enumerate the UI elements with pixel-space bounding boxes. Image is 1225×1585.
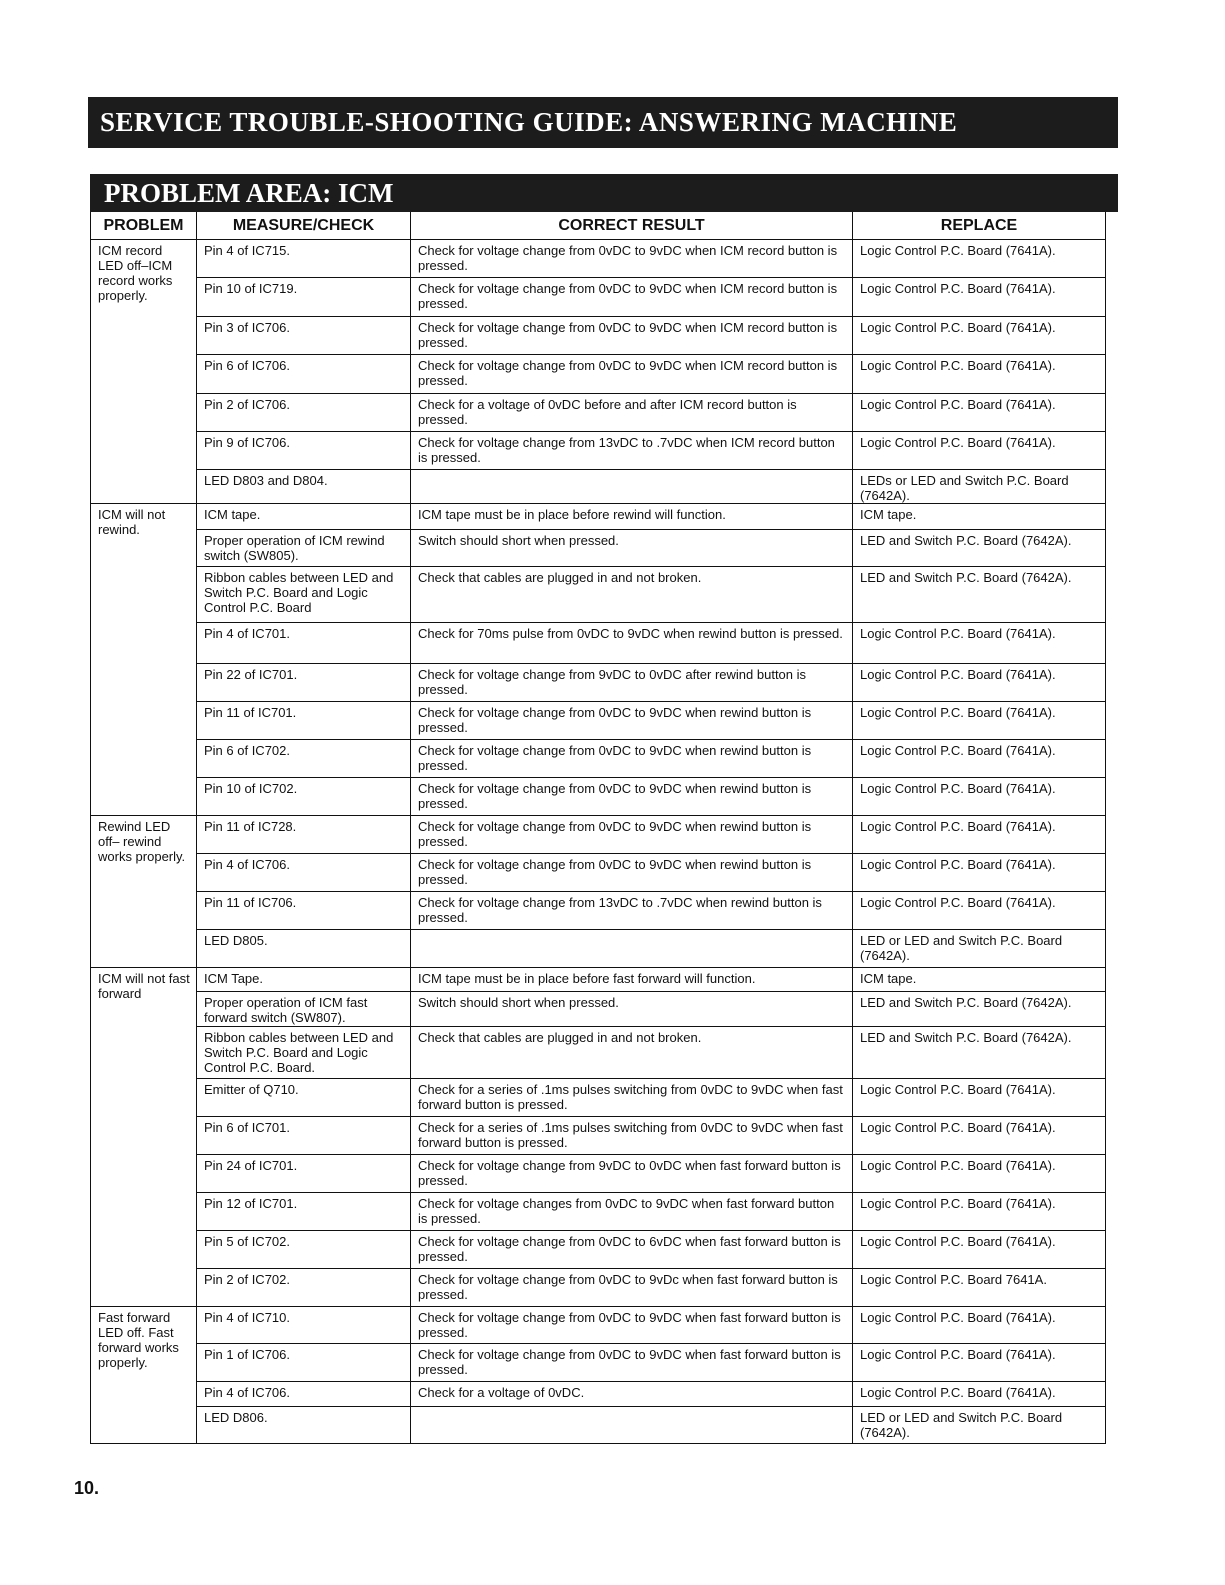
replace-cell: Logic Control P.C. Board (7641A). [853,1344,1106,1382]
result-cell: Check for voltage change from 0vDC to 9vDC when ICM record button is pressed. [411,317,853,355]
result-cell: Check for a series of .1ms pulses switching from 0vDC to 9vDC when fast forward button is pressed. [411,1079,853,1117]
replace-cell: Logic Control P.C. Board (7641A). [853,892,1106,930]
check-cell: Ribbon cables between LED and Switch P.C. Board and Logic Control P.C. Board. [197,1027,411,1079]
replace-cell: Logic Control P.C. Board (7641A). [853,816,1106,854]
table-row [91,854,1106,892]
problem-cell: ICM will not fast forward [91,968,197,1307]
table-row [91,567,1106,623]
replace-cell: Logic Control P.C. Board (7641A). [853,702,1106,740]
check-cell: LED D803 and D804. [197,470,411,504]
replace-cell: Logic Control P.C. Board (7641A). [853,1079,1106,1117]
result-cell: Check for voltage change from 0vDC to 9vDC when fast forward button is pressed. [411,1307,853,1344]
result-cell: Check for voltage change from 0vDC to 9vDC when fast forward button is pressed. [411,1344,853,1382]
problem-cell: ICM will not rewind. [91,504,197,816]
table-header-row [91,212,1106,240]
table-row [91,1269,1106,1307]
table-row [91,1407,1106,1444]
replace-cell: ICM tape. [853,968,1106,992]
result-cell: Check for voltage change from 9vDC to 0vDC when fast forward button is pressed. [411,1155,853,1193]
result-cell [411,1407,853,1444]
replace-cell: Logic Control P.C. Board (7641A). [853,1382,1106,1407]
table-row [91,740,1106,778]
check-cell: Pin 1 of IC706. [197,1344,411,1382]
result-cell: Check for a voltage of 0vDC. [411,1382,853,1407]
result-cell [411,470,853,504]
table-row [91,530,1106,567]
replace-cell: LED and Switch P.C. Board (7642A). [853,992,1106,1027]
table-row [91,1193,1106,1231]
result-cell: Check for a series of .1ms pulses switching from 0vDC to 9vDC when fast forward button is pressed. [411,1117,853,1155]
problem-cell: Rewind LED off– rewind works properly. [91,816,197,968]
check-cell: Pin 11 of IC706. [197,892,411,930]
problem-cell: Fast forward LED off. Fast forward works properly. [91,1307,197,1444]
check-cell: Pin 24 of IC701. [197,1155,411,1193]
result-cell: Check for voltage change from 0vDC to 9vDC when rewind button is pressed. [411,778,853,816]
table-row [91,1382,1106,1407]
result-cell: Check for voltage change from 0vDC to 9vDC when rewind button is pressed. [411,816,853,854]
check-cell: Pin 5 of IC702. [197,1231,411,1269]
result-cell: Check for voltage change from 0vDC to 9vDC when ICM record button is pressed. [411,240,853,278]
check-cell: Proper operation of ICM fast forward switch (SW807). [197,992,411,1027]
check-cell: Ribbon cables between LED and Switch P.C. Board and Logic Control P.C. Board [197,567,411,623]
page-title: SERVICE TROUBLE-SHOOTING GUIDE: ANSWERING MACHINE [88,97,1118,148]
result-cell: Check for voltage change from 0vDC to 9vDC when ICM record button is pressed. [411,278,853,317]
check-cell: Pin 3 of IC706. [197,317,411,355]
replace-cell: ICM tape. [853,504,1106,530]
check-cell: Pin 11 of IC728. [197,816,411,854]
check-cell: ICM tape. [197,504,411,530]
check-cell: Pin 4 of IC701. [197,623,411,664]
check-cell: LED D805. [197,930,411,968]
table-row [91,930,1106,968]
table-row [91,1155,1106,1193]
table-row [91,394,1106,432]
result-cell: Check for voltage change from 13vDC to .7vDC when rewind button is pressed. [411,892,853,930]
result-cell: Check for voltage change from 0vDC to 9vDC when rewind button is pressed. [411,702,853,740]
result-cell: ICM tape must be in place before fast forward will function. [411,968,853,992]
replace-cell: Logic Control P.C. Board (7641A). [853,240,1106,278]
table-row [91,1344,1106,1382]
replace-cell: Logic Control P.C. Board (7641A). [853,1117,1106,1155]
result-cell: Check for 70ms pulse from 0vDC to 9vDC when rewind button is pressed. [411,623,853,664]
replace-cell: LED and Switch P.C. Board (7642A). [853,530,1106,567]
replace-cell: Logic Control P.C. Board (7641A). [853,355,1106,394]
check-cell: Pin 6 of IC702. [197,740,411,778]
table-row [91,504,1106,530]
table-body [91,240,1106,1444]
check-cell: Pin 4 of IC706. [197,1382,411,1407]
column-header-measure: MEASURE/CHECK [197,212,411,240]
check-cell: Pin 2 of IC706. [197,394,411,432]
replace-cell: LED or LED and Switch P.C. Board (7642A). [853,1407,1106,1444]
check-cell: Pin 4 of IC715. [197,240,411,278]
check-cell: Pin 6 of IC706. [197,355,411,394]
table-row [91,1117,1106,1155]
result-cell: Check for a voltage of 0vDC before and after ICM record button is pressed. [411,394,853,432]
table-row [91,1079,1106,1117]
result-cell: Check that cables are plugged in and not broken. [411,567,853,623]
replace-cell: Logic Control P.C. Board (7641A). [853,740,1106,778]
replace-cell: Logic Control P.C. Board (7641A). [853,623,1106,664]
result-cell: Switch should short when pressed. [411,530,853,567]
page-number: 10. [74,1478,100,1498]
table-row [91,1231,1106,1269]
result-cell: Check for voltage changes from 0vDC to 9vDC when fast forward button is pressed. [411,1193,853,1231]
table-row [91,623,1106,664]
replace-cell: Logic Control P.C. Board (7641A). [853,394,1106,432]
replace-cell: Logic Control P.C. Board (7641A). [853,1231,1106,1269]
column-header-problem: PROBLEM [91,212,197,240]
check-cell: LED D806. [197,1407,411,1444]
check-cell: Pin 10 of IC719. [197,278,411,317]
result-cell: Check for voltage change from 0vDC to 6vDC when fast forward button is pressed. [411,1231,853,1269]
column-header-replace: REPLACE [853,212,1106,240]
check-cell: Pin 9 of IC706. [197,432,411,470]
result-cell: Check for voltage change from 0vDC to 9vDC when rewind button is pressed. [411,740,853,778]
check-cell: Pin 10 of IC702. [197,778,411,816]
replace-cell: LED and Switch P.C. Board (7642A). [853,567,1106,623]
result-cell [411,930,853,968]
check-cell: Pin 2 of IC702. [197,1269,411,1307]
table-row [91,355,1106,394]
result-cell: Switch should short when pressed. [411,992,853,1027]
replace-cell: Logic Control P.C. Board (7641A). [853,778,1106,816]
replace-cell: Logic Control P.C. Board (7641A). [853,432,1106,470]
check-cell: Pin 11 of IC701. [197,702,411,740]
table-row [91,992,1106,1027]
table-row [91,1027,1106,1079]
result-cell: Check for voltage change from 0vDC to 9vDc when fast forward button is pressed. [411,1269,853,1307]
table-row [91,778,1106,816]
column-header-result: CORRECT RESULT [411,212,853,240]
replace-cell: Logic Control P.C. Board (7641A). [853,278,1106,317]
check-cell: Proper operation of ICM rewind switch (SW805). [197,530,411,567]
replace-cell: Logic Control P.C. Board (7641A). [853,1193,1106,1231]
result-cell: Check that cables are plugged in and not broken. [411,1027,853,1079]
result-cell: Check for voltage change from 9vDC to 0vDC after rewind button is pressed. [411,664,853,702]
result-cell: ICM tape must be in place before rewind will function. [411,504,853,530]
table-row [91,1307,1106,1344]
check-cell: Pin 22 of IC701. [197,664,411,702]
check-cell: Pin 6 of IC701. [197,1117,411,1155]
table-row [91,968,1106,992]
table-row [91,278,1106,317]
replace-cell: LED and Switch P.C. Board (7642A). [853,1027,1106,1079]
table-row [91,317,1106,355]
troubleshooting-table [90,212,1106,1444]
table-row [91,892,1106,930]
check-cell: ICM Tape. [197,968,411,992]
table-row [91,470,1106,504]
table-row [91,702,1106,740]
result-cell: Check for voltage change from 13vDC to .7vDC when ICM record button is pressed. [411,432,853,470]
check-cell: Pin 4 of IC706. [197,854,411,892]
table-row [91,240,1106,278]
replace-cell: LED or LED and Switch P.C. Board (7642A). [853,930,1106,968]
check-cell: Emitter of Q710. [197,1079,411,1117]
replace-cell: Logic Control P.C. Board (7641A). [853,1155,1106,1193]
result-cell: Check for voltage change from 0vDC to 9vDC when ICM record button is pressed. [411,355,853,394]
table-row [91,816,1106,854]
replace-cell: Logic Control P.C. Board 7641A. [853,1269,1106,1307]
replace-cell: LEDs or LED and Switch P.C. Board (7642A). [853,470,1106,504]
replace-cell: Logic Control P.C. Board (7641A). [853,854,1106,892]
check-cell: Pin 12 of IC701. [197,1193,411,1231]
replace-cell: Logic Control P.C. Board (7641A). [853,1307,1106,1344]
section-title: PROBLEM AREA: ICM [90,174,1118,212]
replace-cell: Logic Control P.C. Board (7641A). [853,317,1106,355]
table-row [91,664,1106,702]
result-cell: Check for voltage change from 0vDC to 9vDC when rewind button is pressed. [411,854,853,892]
replace-cell: Logic Control P.C. Board (7641A). [853,664,1106,702]
check-cell: Pin 4 of IC710. [197,1307,411,1344]
table-row [91,432,1106,470]
problem-cell: ICM record LED off–ICM record works properly. [91,240,197,504]
